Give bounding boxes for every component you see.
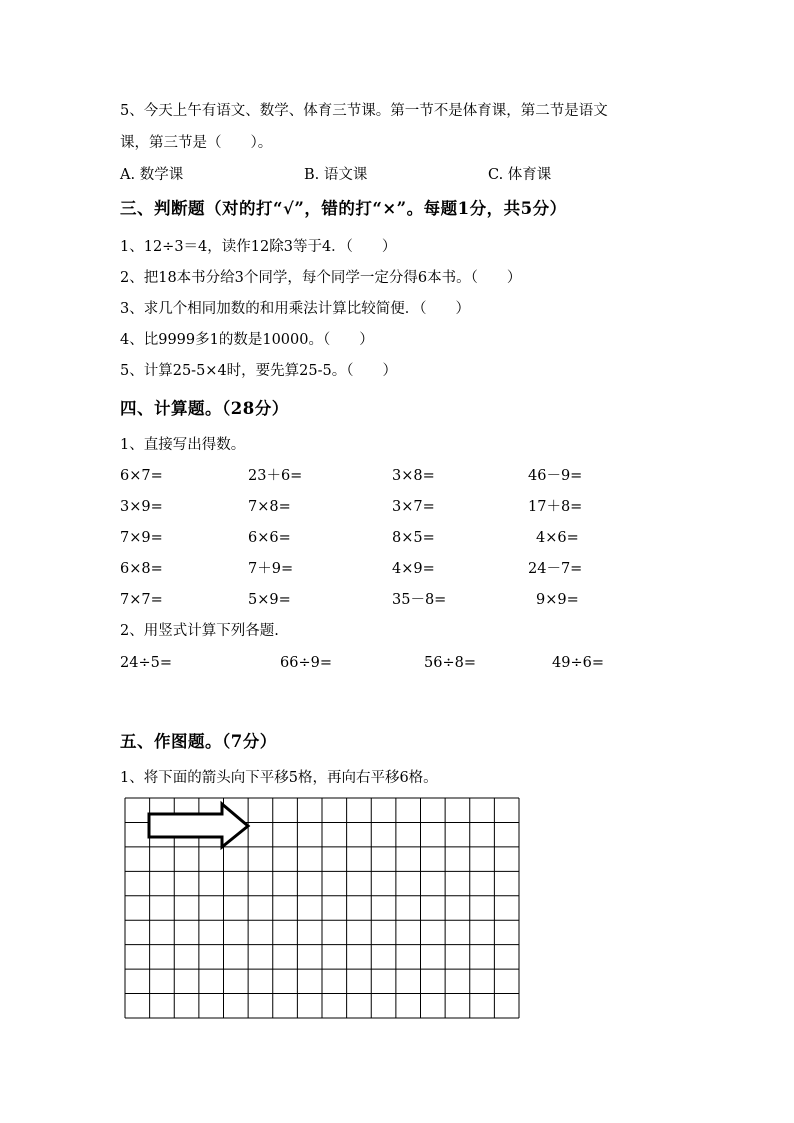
calc-item: 5×9=	[248, 592, 291, 608]
q5-option-c: C. 体育课	[488, 167, 552, 183]
grid-svg	[124, 797, 520, 1019]
section4-sub1: 1、直接写出得数。	[120, 437, 246, 453]
division-item: 24÷5=	[120, 655, 172, 671]
division-item: 56÷8=	[424, 655, 476, 671]
drawing-grid	[124, 797, 520, 1023]
calc-item: 24－7=	[528, 561, 583, 577]
judge-item-4: 4、比9999多1的数是10000。（ ）	[120, 332, 374, 348]
calc-item: 4×6=	[536, 530, 579, 546]
calc-item: 6×8=	[120, 561, 163, 577]
calc-item: 3×8=	[392, 468, 435, 484]
q5-option-b: B. 语文课	[304, 167, 368, 183]
judge-item-1: 1、12÷3＝4，读作12除3等于4．（ ）	[120, 239, 397, 255]
division-item: 66÷9=	[280, 655, 332, 671]
section4-title: 四、计算题。（28分）	[120, 399, 289, 418]
calc-item: 4×9=	[392, 561, 435, 577]
calc-item: 3×9=	[120, 499, 163, 515]
calc-item: 6×6=	[248, 530, 291, 546]
section3-title: 三、判断题（对的打“√”，错的打“×”。每题1分，共5分）	[120, 199, 567, 218]
calc-item: 23＋6=	[248, 468, 303, 484]
judge-item-5: 5、计算25-5×4时，要先算25-5。（ ）	[120, 363, 397, 379]
calc-item: 46－9=	[528, 468, 583, 484]
judge-item-3: 3、求几个相同加数的和用乘法计算比较简便．（ ）	[120, 301, 470, 317]
section5-title: 五、作图题。（7分）	[120, 732, 277, 751]
section5-sub1: 1、将下面的箭头向下平移5格，再向右平移6格。	[120, 770, 438, 786]
section4-sub2: 2、用竖式计算下列各题.	[120, 623, 279, 639]
q5-line1: 5、今天上午有语文、数学、体育三节课。第一节不是体育课，第二节是语文	[120, 103, 608, 119]
calc-item: 17＋8=	[528, 499, 583, 515]
calc-item: 7×8=	[248, 499, 291, 515]
calc-item: 7＋9=	[248, 561, 294, 577]
calc-item: 9×9=	[536, 592, 579, 608]
calc-item: 7×7=	[120, 592, 163, 608]
calc-item: 3×7=	[392, 499, 435, 515]
judge-item-2: 2、把18本书分给3个同学，每个同学一定分得6本书。（ ）	[120, 270, 522, 286]
q5-line2: 课，第三节是（ ）。	[120, 135, 273, 151]
calc-item: 7×9=	[120, 530, 163, 546]
calc-item: 35－8=	[392, 592, 447, 608]
q5-option-a: A. 数学课	[120, 167, 184, 183]
calc-item: 8×5=	[392, 530, 435, 546]
division-item: 49÷6=	[552, 655, 604, 671]
calc-item: 6×7=	[120, 468, 163, 484]
